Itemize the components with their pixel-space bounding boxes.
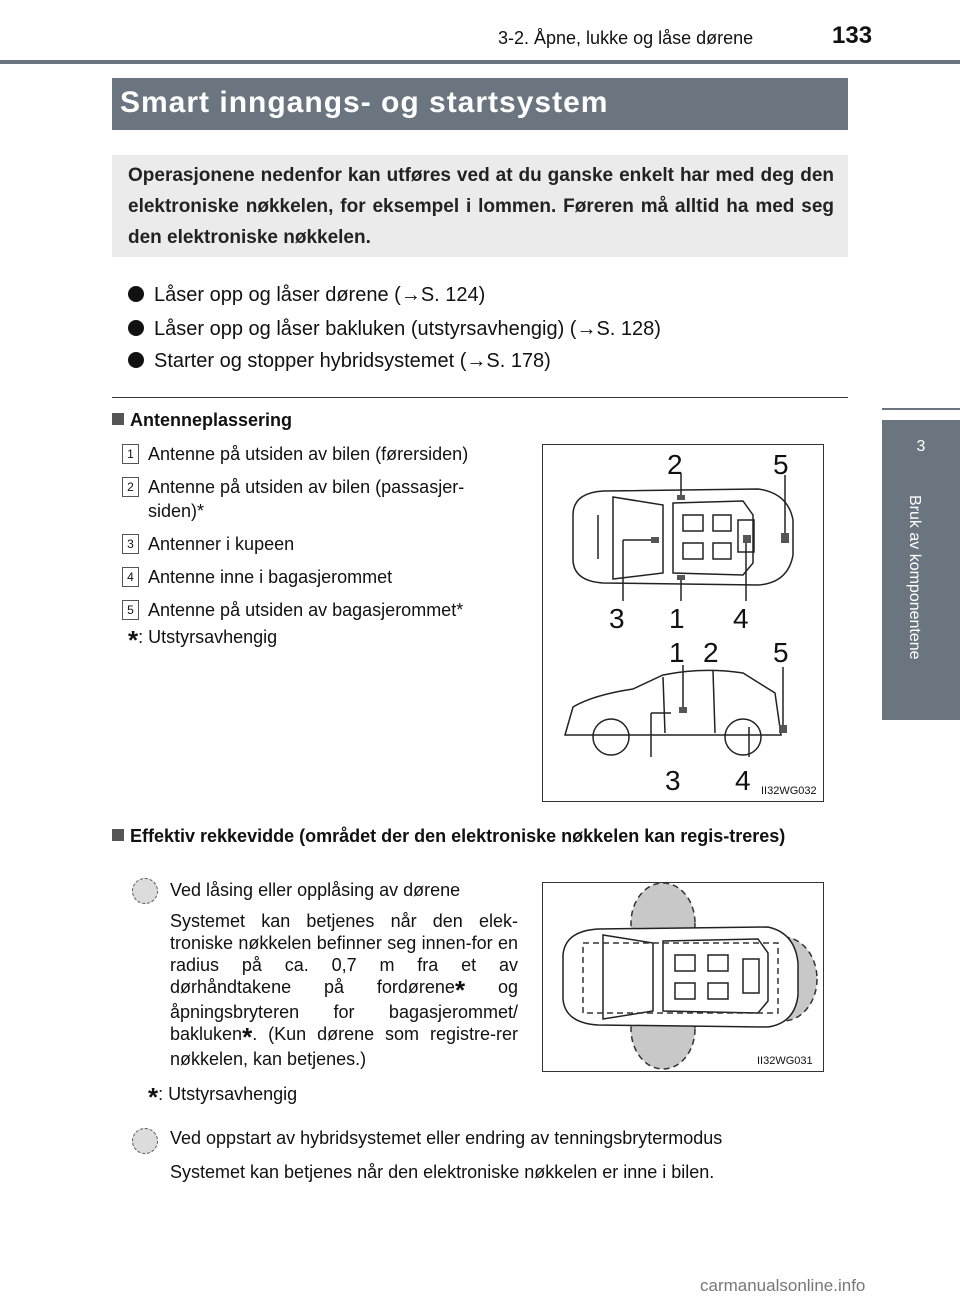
- range-sub1-text: Systemet kan betjenes når den elek-troniske nøkkelen befinner seg innen-for en radius på ca. 0,7 m fra et av dørhåndtakene på fordørene* og åpningsbryteren for bagasjerommet/ bakluken*. (Kun dørene som registre-rer nøkkelen, kan betjenes.): [170, 911, 518, 1069]
- section-divider: [112, 397, 848, 398]
- asterisk-icon: *: [148, 1082, 159, 1112]
- range-footnote: *: Utstyrsavhengig: [148, 1082, 298, 1112]
- callout-4: 4: [735, 765, 751, 796]
- arrow-right-icon: →: [466, 350, 487, 372]
- bullet-dot-icon: [128, 352, 144, 368]
- range-sub2-title: Ved oppstart av hybridsystemet eller endring av tenningsbrytermodus: [170, 1128, 723, 1148]
- bullet-dot-icon: [128, 286, 144, 302]
- key-range-icon: [132, 878, 158, 904]
- car-range-diagram: [543, 883, 823, 1071]
- item-number-badge: 3: [122, 534, 139, 554]
- item-number-badge: 5: [122, 600, 139, 620]
- asterisk-icon: *: [128, 625, 139, 655]
- watermark: carmanualsonline.info: [700, 1276, 866, 1295]
- page-reference-link[interactable]: S. 124): [420, 284, 486, 306]
- item-number-badge: 1: [122, 444, 139, 464]
- intro-text: Operasjonene nedenfor kan utføres ved at du ganske enkelt har med deg den elektroniske nøkkelen, for eksempel i lommen. Føreren må alltid ha med seg den elektroniske nøkkelen.: [128, 165, 834, 248]
- asterisk-icon: *: [454, 975, 466, 1005]
- chapter-label: Bruk av komponentene: [906, 495, 923, 660]
- range-heading: Effektiv rekkevidde (området der den elektroniske nøkkelen kan regis-treres): [112, 824, 848, 848]
- range-sub2-text: Systemet kan betjenes når den elektroniske nøkkelen er inne i bilen.: [170, 1162, 715, 1182]
- page-reference-link[interactable]: S. 128): [596, 318, 661, 340]
- header-rule: [0, 60, 960, 64]
- range-sub1-title: Ved låsing eller opplåsing av dørene: [170, 880, 461, 900]
- bullet-dot-icon: [128, 320, 144, 336]
- antenna-item-1: 1 Antenne på utsiden av bilen (førersiden): [148, 442, 520, 466]
- key-range-icon: [132, 1128, 158, 1154]
- chapter-number: 3: [916, 438, 926, 455]
- range-figure: [542, 882, 824, 1072]
- bullet-item: Starter og stopper hybridsystemet (→S. 178): [128, 350, 551, 373]
- callout-4: 4: [733, 603, 749, 634]
- antenna-item-2: 2 Antenne på utsiden av bilen (passasjer-siden)*: [148, 475, 520, 523]
- page-title: Smart inngangs- og startsystem: [120, 86, 609, 119]
- antenna-item-4: 4 Antenne inne i bagasjerommet: [148, 565, 520, 589]
- square-bullet-icon: [112, 829, 124, 841]
- header-section-title: 3-2. Åpne, lukke og låse dørene: [498, 28, 754, 48]
- antenna-item-3: 3 Antenner i kupeen: [148, 532, 520, 556]
- callout-3: 3: [609, 603, 625, 634]
- callout-2: 2: [667, 449, 683, 480]
- asterisk-icon: *: [242, 1022, 253, 1052]
- page-reference-link[interactable]: S. 178): [486, 350, 551, 372]
- antenna-heading: Antenneplassering: [112, 410, 292, 431]
- antenna-location-figure: [542, 444, 824, 802]
- antenna-item-5: 5 Antenne på utsiden av bagasjerommet*: [148, 598, 528, 622]
- figure-code: II32WG032: [761, 785, 817, 797]
- callout-5: 5: [773, 449, 789, 480]
- item-number-badge: 4: [122, 567, 139, 587]
- callout-1: 1: [669, 603, 685, 634]
- side-tab-divider: [882, 408, 960, 410]
- callout-5: 5: [773, 637, 789, 668]
- antenna-footnote: *: Utstyrsavhengig: [128, 625, 278, 655]
- arrow-right-icon: →: [576, 318, 597, 340]
- figure-code: II32WG031: [757, 1055, 813, 1067]
- bullet-item: Låser opp og låser dørene (→S. 124): [128, 284, 485, 307]
- bullet-item: Låser opp og låser bakluken (utstyrsavhengig) (→S. 128): [128, 318, 661, 341]
- page-number: 133: [832, 22, 873, 49]
- callout-2: 2: [703, 637, 719, 668]
- callout-3: 3: [665, 765, 681, 796]
- callout-1: 1: [669, 637, 685, 668]
- arrow-right-icon: →: [400, 284, 421, 306]
- item-number-badge: 2: [122, 477, 139, 497]
- square-bullet-icon: [112, 413, 124, 425]
